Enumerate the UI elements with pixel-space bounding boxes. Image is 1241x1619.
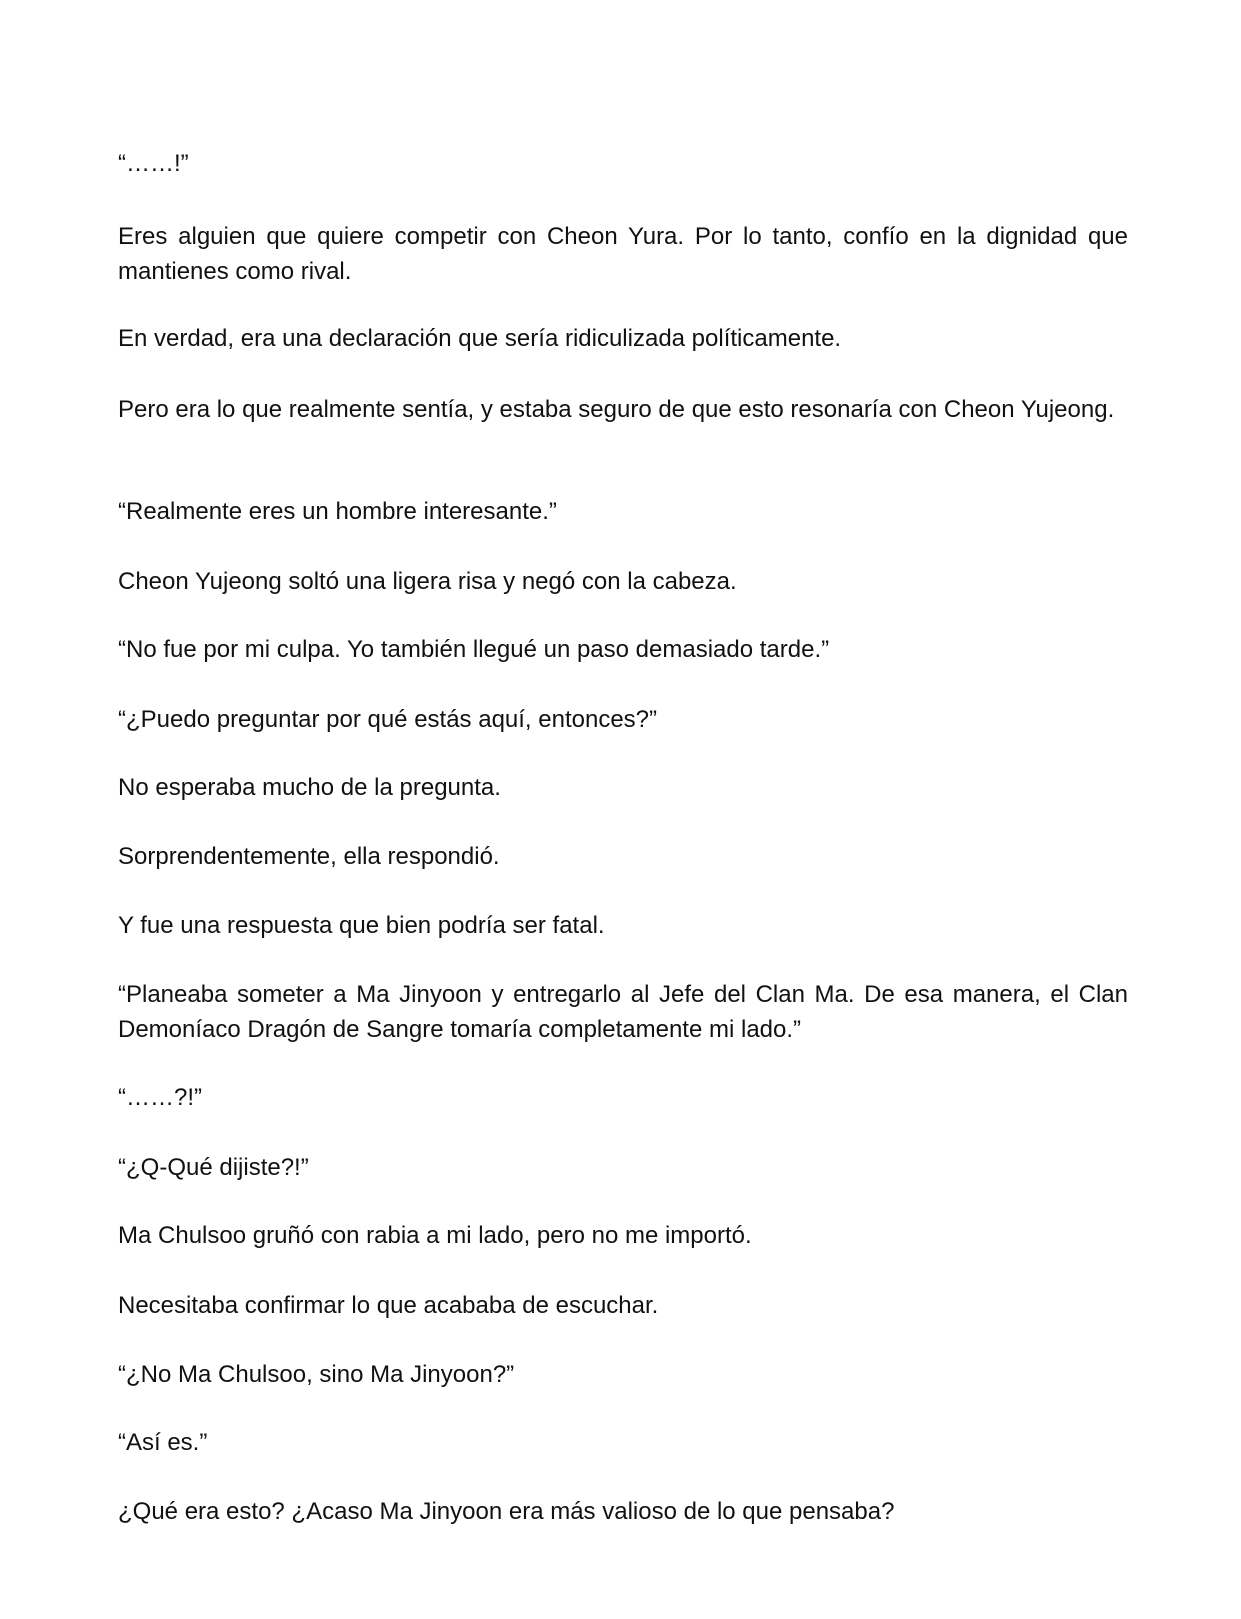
paragraph-16: Necesitaba confirmar lo que acababa de escuchar. xyxy=(118,1292,659,1319)
paragraph-17: “¿No Ma Chulsoo, sino Ma Jinyoon?” xyxy=(118,1361,515,1388)
paragraph-6: Cheon Yujeong soltó una ligera risa y negó con la cabeza. xyxy=(118,568,737,595)
paragraph-10: Sorprendentemente, ella respondió. xyxy=(118,843,500,870)
paragraph-9: No esperaba mucho de la pregunta. xyxy=(118,774,501,801)
paragraph-13: “……?!” xyxy=(118,1084,202,1111)
paragraph-4: Pero era lo que realmente sentía, y estaba seguro de que esto resonaría con Cheon Yujeong. xyxy=(118,396,1115,423)
paragraph-12: “Planeaba someter a Ma Jinyoon y entregarlo al Jefe del Clan Ma. De esa manera, el Clan Demoníaco Dragón de Sangre tomaría completamente mi lado.” xyxy=(118,981,1128,1043)
paragraph-15: Ma Chulsoo gruñó con rabia a mi lado, pero no me importó. xyxy=(118,1222,752,1249)
paragraph-5: “Realmente eres un hombre interesante.” xyxy=(118,498,557,525)
paragraph-3: En verdad, era una declaración que sería ridiculizada políticamente. xyxy=(118,325,842,352)
paragraph-18: “Así es.” xyxy=(118,1429,208,1456)
paragraph-7: “No fue por mi culpa. Yo también llegué un paso demasiado tarde.” xyxy=(118,636,830,663)
paragraph-1: “……!” xyxy=(118,150,189,177)
paragraph-2: Eres alguien que quiere competir con Cheon Yura. Por lo tanto, confío en la dignidad que mantienes como rival. xyxy=(118,223,1128,285)
paragraph-19: ¿Qué era esto? ¿Acaso Ma Jinyoon era más valioso de lo que pensaba? xyxy=(118,1498,895,1525)
paragraph-14: “¿Q-Qué dijiste?!” xyxy=(118,1154,309,1181)
paragraph-8: “¿Puedo preguntar por qué estás aquí, entonces?” xyxy=(118,706,658,733)
paragraph-11: Y fue una respuesta que bien podría ser fatal. xyxy=(118,912,605,939)
